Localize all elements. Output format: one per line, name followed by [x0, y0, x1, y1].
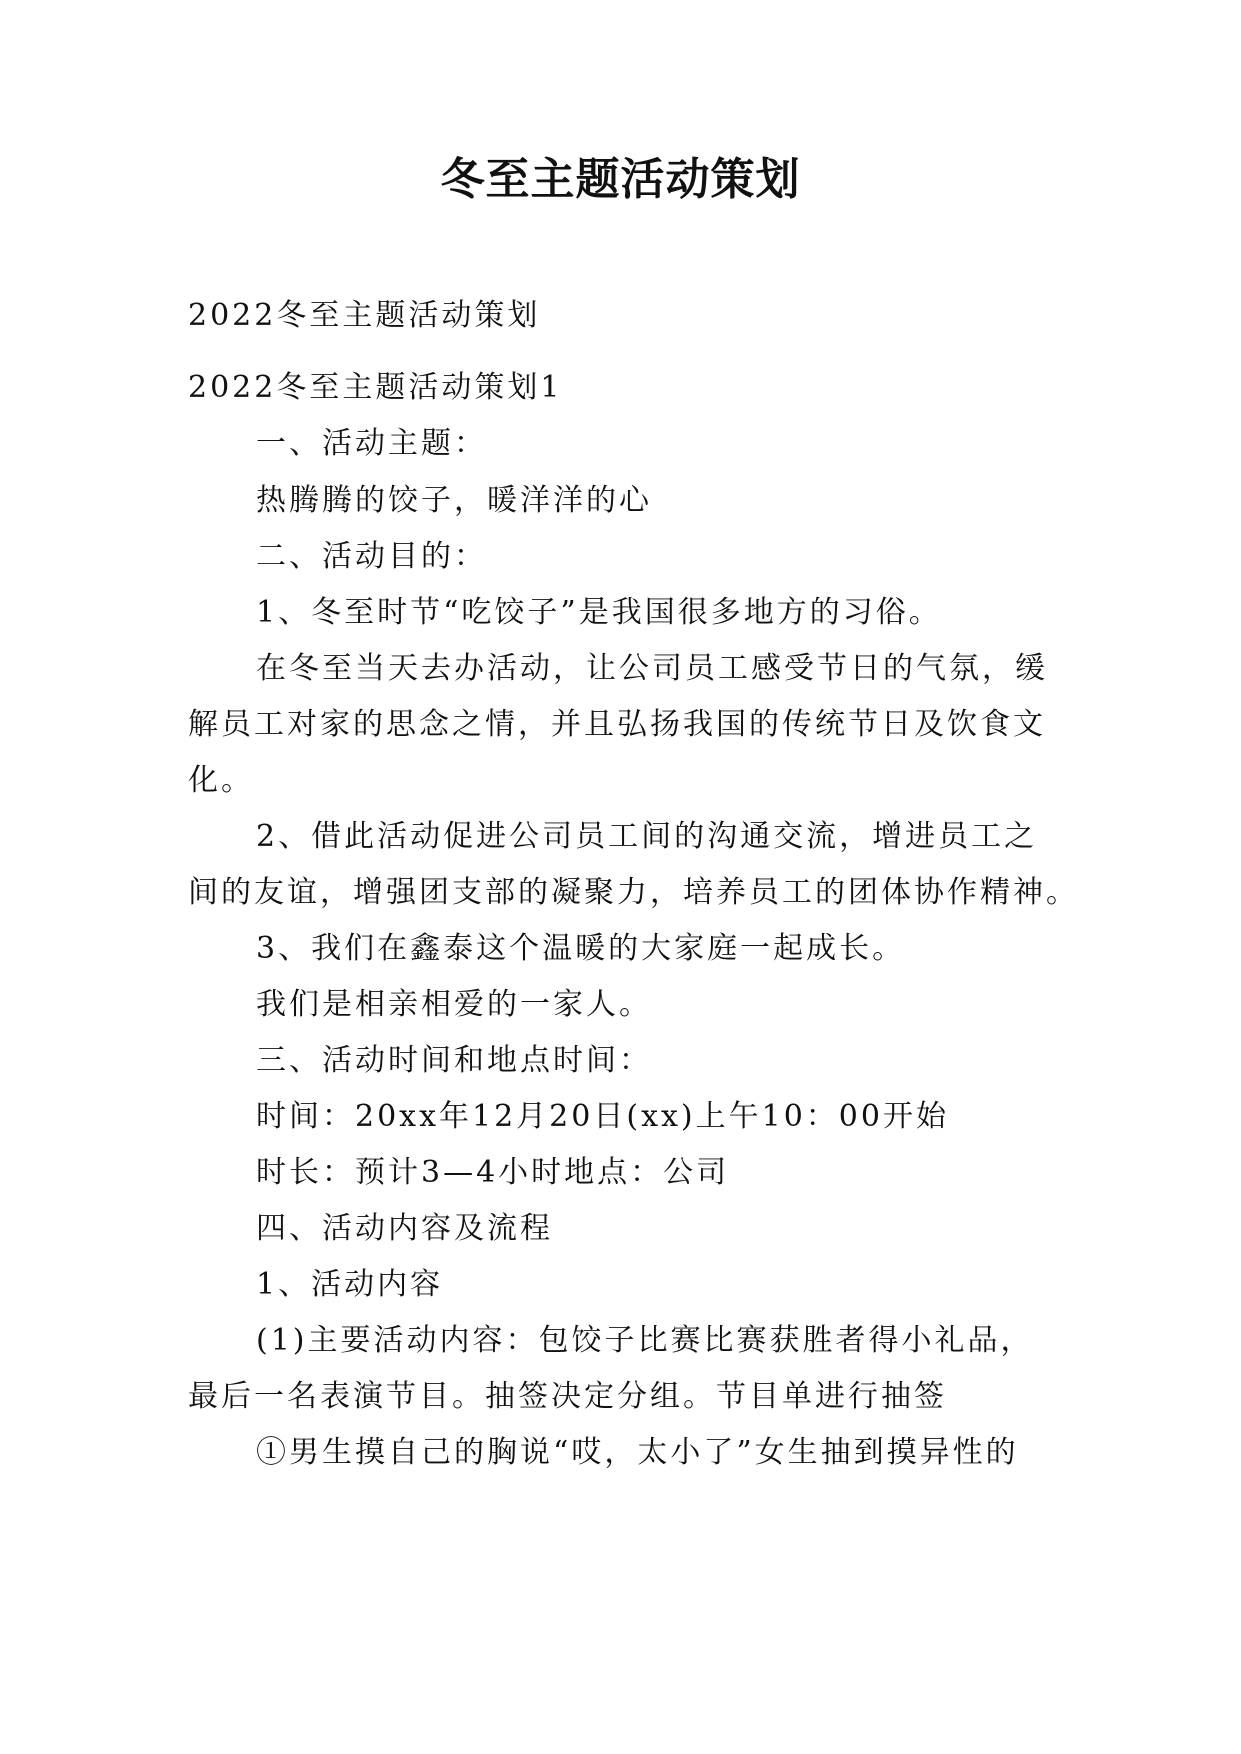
section-heading: 2022冬至主题活动策划1	[188, 370, 563, 405]
paragraph-line: 解员工对家的思念之情，并且弘扬我国的传统节日及饮食文	[188, 707, 1046, 742]
paragraph-line: 最后一名表演节目。抽签决定分组。节目单进行抽签	[188, 1379, 947, 1414]
paragraph-line: 时间：20xx年12月20日(xx)上午10：00开始	[256, 1099, 949, 1134]
document-title: 冬至主题活动策划	[440, 154, 801, 205]
paragraph-line: 1、活动内容	[256, 1267, 444, 1302]
paragraph-line: 化。	[188, 763, 254, 798]
document-subtitle: 2022冬至主题活动策划	[188, 298, 541, 333]
paragraph-line: 1、冬至时节“吃饺子”是我国很多地方的习俗。	[256, 595, 942, 630]
paragraph-line: 间的友谊，增强团支部的凝聚力，培养员工的团体协作精神。	[188, 875, 1079, 910]
paragraph-line: 四、活动内容及流程	[256, 1211, 553, 1246]
paragraph-line: 一、活动主题：	[256, 426, 487, 461]
paragraph-line: 二、活动目的：	[256, 539, 487, 574]
paragraph-line: (1)主要活动内容：包饺子比赛比赛获胜者得小礼品，	[256, 1323, 1034, 1358]
paragraph-line: ①男生摸自己的胸说“哎，太小了”女生抽到摸异性的	[256, 1435, 1019, 1470]
paragraph-line: 在冬至当天去办活动，让公司员工感受节日的气氛，缓	[256, 651, 1048, 686]
paragraph-line: 2、借此活动促进公司员工间的沟通交流，增进员工之	[256, 819, 1038, 854]
paragraph-line: 热腾腾的饺子，暖洋洋的心	[256, 483, 652, 518]
paragraph-line: 时长：预计3—4小时地点：公司	[256, 1155, 730, 1190]
paragraph-line: 我们是相亲相爱的一家人。	[256, 987, 652, 1022]
paragraph-line: 3、我们在鑫泰这个温暖的大家庭一起成长。	[256, 931, 906, 966]
paragraph-line: 三、活动时间和地点时间：	[256, 1043, 652, 1078]
